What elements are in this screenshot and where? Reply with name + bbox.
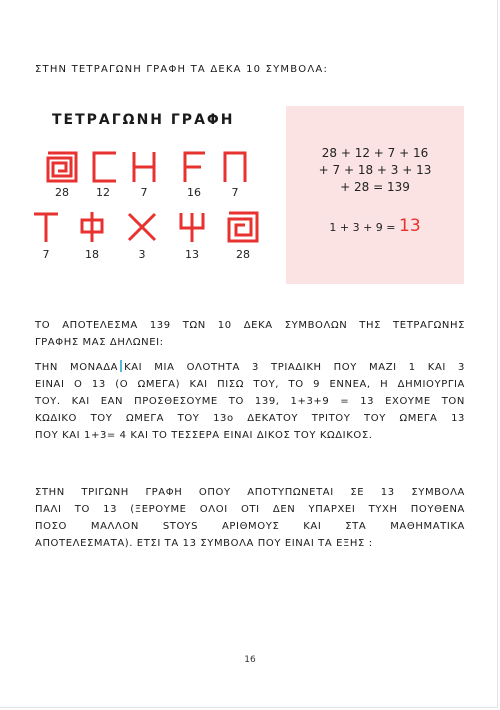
text-line: ΠΟΥ ΚΑΙ 1+3= 4 ΚΑΙ ΤΟ ΤΕΣΣΕΡΑ ΕΙΝΑΙ ΔΙΚΟΣ ΤΟΥ ΚΩΔΙΚΟΣ.: [35, 430, 373, 441]
text-line-with-cursor: [35, 359, 465, 376]
digit-sum-expression: 1 + 3 + 9 =: [329, 221, 396, 234]
sum-line-2: + 7 + 18 + 3 + 13: [318, 163, 432, 177]
symbol-value: 13: [185, 248, 199, 261]
t-letter-icon: [29, 210, 63, 244]
meander-spiral-icon: [226, 210, 260, 244]
text-line: ΠΟΣΟ ΜΑΛΛΟΝ STOYS ΑΡΙΘΜΟΥΣ ΚΑΙ ΣΤΑ ΜΑΘΗΜΑΤΙΚΑ: [35, 521, 465, 532]
symbol-value: 28: [236, 248, 250, 261]
intro-text: ΣΤΗΝ ΤΕΤΡΑΓΩΝΗ ΓΡΑΦΗ ΤΑ ΔΕΚΑ 10 ΣΥΜΒΟΛΑ:: [35, 64, 329, 75]
text-line: ΕΙΝΑΙ Ο 13 (Ο ΩΜΕΓΑ) ΚΑΙ ΠΙΣΩ ΤΟΥ, ΤΟ 9 ΕΝΝΕΑ, Η ΔΗΜΙΟΥΡΓΙΑ: [35, 379, 465, 390]
h-letter-icon: [127, 150, 161, 184]
phi-cross-icon: [75, 210, 109, 244]
paragraph-explanation: [35, 359, 465, 444]
text-segment: ΤΗΝ ΜΟΝΑΔΑ: [35, 362, 119, 373]
text-line: ΚΩΔΙΚΟ ΤΟΥ ΩΜΕΓΑ ΤΟΥ 13ο ΔΕΚΑΤΟΥ ΤΡΙΤΟΥ ΤΟΥ ΩΜΕΓΑ 13: [35, 413, 465, 424]
text-line: ΓΡΑΦΗΣ ΜΑΣ ΔΗΛΩΝΕΙ:: [35, 337, 164, 348]
symbol-value: 3: [138, 248, 146, 261]
symbol-value: 12: [96, 186, 110, 199]
symbol-value: 16: [187, 186, 201, 199]
text-cursor: [120, 360, 122, 372]
symbol-value: 7: [231, 186, 239, 199]
text-line: ΣΤΗΝ ΤΡΙΓΩΝΗ ΓΡΑΦΗ ΟΠΟΥ ΑΠΟΤΥΠΩΝΕΤΑΙ ΣΕ 13 ΣΥΜΒΟΛΑ: [35, 487, 465, 498]
f-letter-icon: [177, 150, 211, 184]
symbol-value: 7: [140, 186, 148, 199]
sum-line-1: 28 + 12 + 7 + 16: [321, 146, 429, 160]
text-line: ΠΑΛΙ ΤΟ 13 (ΞΕΡΟΥΜΕ ΟΛΟΙ ΟΤΙ ΔΕΝ ΥΠΑΡΧΕΙ ΤΥΧΗ ΠΟΥΘΕΝΑ: [35, 504, 465, 515]
digit-sum-result: 13: [399, 216, 421, 236]
paragraph-triangular-script: [35, 484, 465, 552]
sum-box: [286, 106, 464, 284]
paragraph-result-139: [35, 317, 465, 351]
x-letter-icon: [125, 210, 159, 244]
pi-letter-icon: [218, 150, 252, 184]
table-title: ΤΕΤΡΑΓΩΝΗ ΓΡΑΦΗ: [52, 112, 235, 128]
sum-line-3: + 28 = 139: [340, 180, 410, 194]
meander-square-icon: [45, 150, 79, 184]
text-line: ΤΟΥ. ΚΑΙ ΕΑΝ ΠΡΟΣΘΕΣΟΥΜΕ ΤΟ 139, 1+3+9 = 13 ΕΧΟΥΜΕ ΤΟΝ: [35, 396, 465, 407]
text-line: ΑΠΟΤΕΛΕΣΜΑΤΑ). ΕΤΣΙ ΤΑ 13 ΣΥΜΒΟΛΑ ΠΟΥ ΕΙΝΑΙ ΤΑ ΕΞΗΣ :: [35, 538, 373, 549]
symbol-value: 7: [42, 248, 50, 261]
text-segment: ΚΑΙ ΜΙΑ ΟΛΟΤΗΤΑ 3 ΤΡΙΑΔΙΚΗ ΠΟΥ ΜΑΖΙ 1 ΚΑΙ 3: [124, 362, 465, 373]
symbol-value: 18: [85, 248, 99, 261]
page-number: 16: [244, 655, 256, 665]
c-bracket-icon: [86, 150, 120, 184]
digit-sum-line: [286, 216, 464, 236]
symbol-value: 28: [55, 186, 69, 199]
psi-letter-icon: [175, 210, 209, 244]
text-line: ΤΟ ΑΠΟΤΕΛΕΣΜΑ 139 ΤΩΝ 10 ΔΕΚΑ ΣΥΜΒΟΛΩΝ ΤΗΣ ΤΕΤΡΑΓΩΝΗΣ: [35, 320, 465, 331]
